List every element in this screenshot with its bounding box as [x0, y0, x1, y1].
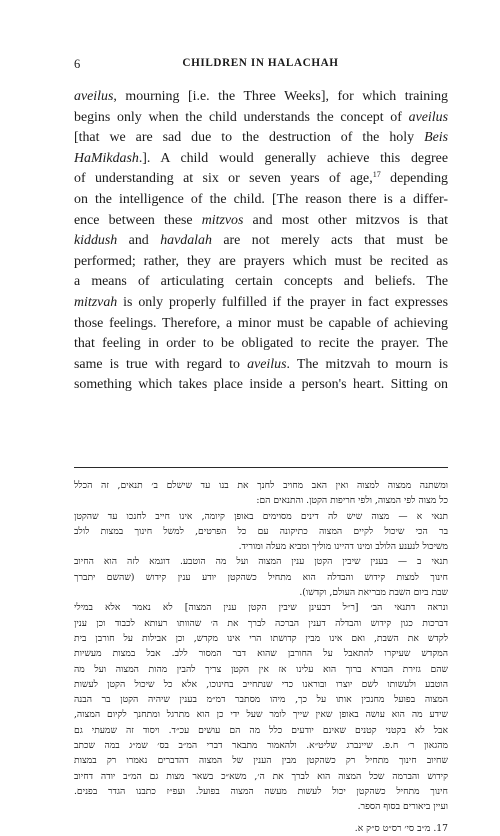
- text-line: something which takes place inside a person's heart. Sitting on: [74, 377, 448, 393]
- footnote-line: דברכות כגון קידוש והבדלה דענין הברכה לברך את ה׳ שהוותו רעותא לכבוד וכן ענין: [74, 617, 448, 629]
- text-line: same is true with regard to aveilus. The mitzvah to mourn is: [74, 356, 448, 372]
- hebrew-footnotes: [74, 478, 448, 836]
- footnote-line: ונראה דתנאי הב׳ [ר״ל דבעינן שיבין הקטן ענין המצוה] לא נאמר אלא במילי: [74, 602, 448, 614]
- text-line: aveilus, mourning [i.e. the Three Weeks], for which training: [74, 89, 448, 104]
- footnote-17: 17. מ״ב סי׳ רס״ט ס״ק א.: [354, 822, 448, 834]
- footnote-line: משיכול לנענע הלולב ומינו דהיינו מוליך ומביא מעלה ומוריד.: [238, 541, 448, 553]
- page-header: [74, 57, 447, 73]
- footnote-line: המקדש שעיקרו להתאבל על החורבן שהוא דבר המסור ללב. אבל במצות מעשיות: [74, 648, 448, 660]
- text-line: ence between these mitzvos and most other mitzvos is that: [74, 212, 448, 228]
- footnote-line: חינוך למצות קידוש והבדלה הוא מתחיל כשהקטן יודע ענין קידוש (שהשם יתברך: [74, 571, 448, 583]
- text-line: performed; rather, they are prayers which must be recited as: [74, 253, 448, 269]
- footnote-line: שהם גזירת הבורא ברוך הוא עלינו אז אין הקטן צריך להבין מהות המצוה ועל מה: [74, 663, 448, 675]
- footnote-line: שידע מה הוא עושה באופן שאין שייך לומר שעל ידי כן הוא מתרגל ומתחנך לקיום המצוה,: [74, 709, 448, 721]
- text-line: mitzvah is only properly fulfilled if the prayer in fact expresses: [74, 294, 448, 310]
- text-line: that feeling in order to be obligated to recite the prayer. The: [74, 336, 448, 352]
- footnote-line: המצוה בפועל מחנכין אותו על כך, מיהו מסתבר דמ״מ בענין שיהיה הקטן בר הבנה: [74, 694, 448, 706]
- page-number: 6: [74, 57, 81, 71]
- footnote-line: קידוש והברמה שכל המצוה הוא לברך את ה׳, משא״כ בשאר מצות גם המ״ב יודה דחיוב: [74, 770, 448, 782]
- text-line: [that we are sad due to the destruction of the holy Beis: [74, 130, 448, 146]
- footnote-line: בר הכי שיכול לקיים המצוה כתיקונה עם כל הפרטים, למשל חינוך במצות לולב: [74, 525, 448, 537]
- footnote-line: תנאי ב — בענין שיבין הקטן ענין המצוה ועל מה הוטבע. דוגמא לזה הוא החיוב: [74, 556, 448, 568]
- text-line: HaMikdash.]. A child would generally achieve this degree: [74, 150, 448, 166]
- footnote-line: אבל לא בקטני קטנים שאינם יודעים כלל מה הם עושים עכ״ד. ויסוד זה שמעתי גם: [74, 724, 448, 736]
- footnote-line: כל מצוה לפי המצוה, ולפי חריפות הקטן. והתנאים הם:: [256, 495, 448, 507]
- text-line: of understanding at six or seven years of age,$^{17}$ depending: [74, 170, 448, 187]
- running-title: CHILDREN IN HALACHAH: [182, 57, 339, 69]
- footnote-line: ומשתנה ממצוה למצוה ואין האב מחויב לחנך את בנו עד שישלם ב׳ תנאים, זה הכלל: [74, 480, 448, 491]
- text-line: on the intelligence of the child. [The reason there is a differ-: [74, 191, 448, 207]
- footnote-line: לקדש את השבת, ואם אינו מבין קדושתו הרי אינו מקדש, וכן אבילות על חורבן בית: [74, 632, 448, 644]
- footnote-line: תנאי א — מצוה שיש לה דינים מסוימים באופן קיומה, אינו חייב לחנכו עד שהקטן: [74, 510, 448, 522]
- footnote-line: שבת ביום השבת מבריאת העולם, וקדשו).: [299, 587, 448, 599]
- text-line: kiddush and havdalah are not merely acts that must be: [74, 233, 448, 249]
- footnote-line: חינוך מתחיל כשהקטן יכול לעשות מעשה המצוה בפועל. ועפ״ז כתבנו הגדר בפנים.: [74, 785, 448, 797]
- footnote-reference: 17: [372, 170, 381, 180]
- footnote-line: מהגאון ר׳ ח.פ. שיינברג שליט״א. ולהאמור מתבאר דברי המ״ב בס׳ שמ״ג במה שכתב: [74, 740, 448, 752]
- text-line: begins only when the child understands the concept of aveilus: [74, 109, 448, 125]
- footnote-divider: [74, 467, 448, 468]
- text-line: those feelings. Therefore, a minor must be capable of achieving: [74, 315, 448, 331]
- main-text: [74, 87, 448, 396]
- footnote-line: שחיוב חינוך מתחיל רק כשהקטן מבין הענין של המצוה דהדברים נאמרו רק במצות: [74, 755, 448, 767]
- footnote-line: ועיין ביאורים בסוף הספר.: [357, 801, 448, 813]
- footnote-line: הוטבע ולעשותו לשם יוצרו ובוראנו כדי שנתחייב בחינוכו, אלא כל שיכול הקטן לעשות: [74, 678, 448, 690]
- text-line: a means of articulating certain concepts and beliefs. The: [74, 274, 448, 290]
